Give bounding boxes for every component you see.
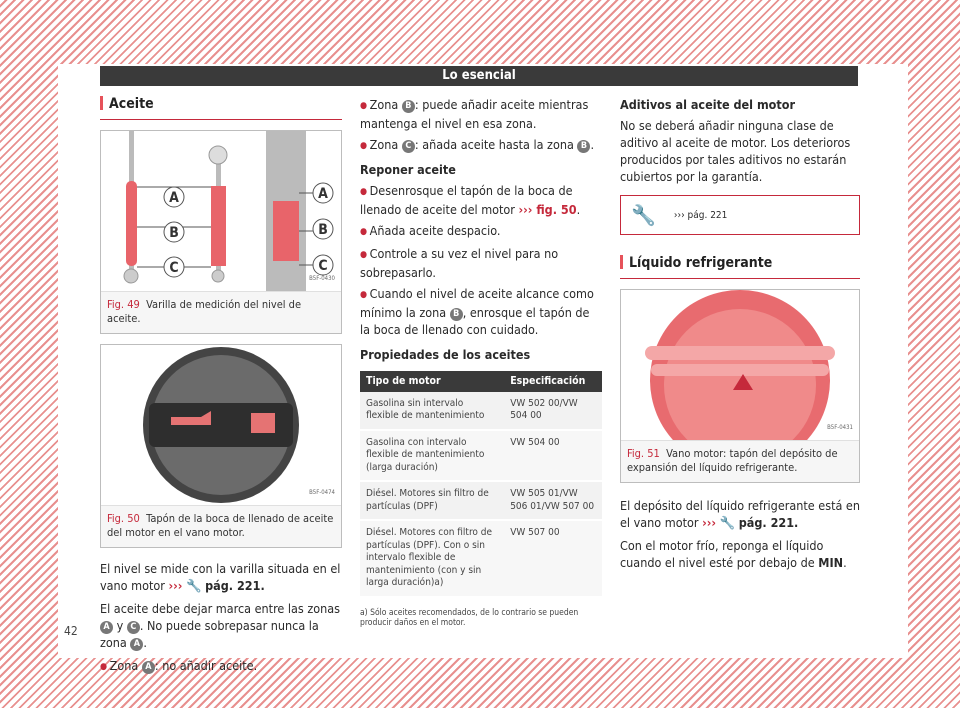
oil-cap-illustration — [101, 345, 341, 505]
figure-code: B5F-0430 — [309, 275, 335, 282]
dipstick-letter-b: B — [169, 225, 179, 241]
figure-caption: Fig. 51 Vano motor: tapón del depósito de expansión del líquido refrigerante. — [621, 440, 859, 482]
table-row: Diésel. Motores con filtro de partículas (DPF). Con o sin intervalo flexible de mantenimiento (con y sin larga duración)a) VW 507 00 — [360, 520, 602, 597]
reference-box: 🔧 ››› pág. 221 — [620, 195, 860, 235]
page-header: Lo esencial — [100, 66, 858, 86]
oil-spec-table — [360, 371, 602, 598]
subheading-reponer: Reponer aceite — [360, 162, 456, 177]
footnote: a) Sólo aceites recomendados, de lo contrario se pueden producir daños en el motor. — [360, 607, 579, 628]
list-item: ● Controle a su vez el nivel para no sobrepasarlo. — [360, 245, 602, 281]
table-row: Gasolina sin intervalo flexible de mantenimiento VW 502 00/VW 504 00 — [360, 392, 602, 430]
bullet-zona-c: ● Zona C : añada aceite hasta la zona B . — [360, 136, 602, 155]
figure-caption: Fig. 49 Varilla de medición del nivel de aceite. — [101, 291, 341, 333]
paragraph: El nivel se mide con la varilla situada en el vano motor ››› 🔧 pág. 221. — [100, 561, 341, 593]
subheading-propiedades: Propiedades de los aceites — [360, 347, 531, 362]
dipstick-illustration — [101, 131, 341, 291]
paragraph: El depósito del líquido refrigerante está en el vano motor ››› 🔧 pág. 221. — [620, 498, 860, 530]
figure-code: B5F-0431 — [827, 424, 853, 431]
figure-49 — [100, 130, 342, 334]
section-title-refrigerante: Líquido refrigerante — [620, 255, 860, 279]
subheading-aditivos: Aditivos al aceite del motor — [620, 97, 796, 112]
bullet-zona-a: ● Zona A : no añadir aceite. — [100, 657, 342, 676]
dipstick-letter-c: C — [169, 260, 179, 276]
column-2 — [360, 96, 602, 628]
dipstick-letter-a: A — [169, 190, 179, 206]
page-number: 42 — [64, 624, 84, 638]
table-row: Diésel. Motores sin filtro de partículas (DPF) VW 505 01/VW 506 01/VW 507 00 — [360, 481, 602, 520]
table-header: Especificación — [504, 371, 602, 392]
book-icon: 🔧 — [185, 578, 202, 593]
figure-51 — [620, 289, 860, 483]
coolant-cap-illustration — [621, 290, 859, 440]
table-header: Tipo de motor — [360, 371, 504, 392]
column-3 — [620, 96, 860, 577]
figure-50 — [100, 344, 342, 548]
paragraph: El aceite debe dejar marca entre las zonas A y C . No puede sobrepasar nunca la zona A . — [100, 601, 341, 650]
dipstick-letter-a-right: A — [318, 186, 328, 202]
dipstick-letter-c-right: C — [318, 258, 328, 274]
wrench-icon: 🔧 — [719, 515, 736, 530]
table-row: Gasolina con intervalo flexible de mantenimiento (larga duración) VW 504 00 — [360, 430, 602, 482]
column-1 — [100, 96, 342, 680]
list-item: ● Añada aceite despacio. — [360, 222, 602, 241]
bullet-zona-b: ● Zona B : puede añadir aceite mientras mantenga el nivel en esa zona. — [360, 96, 602, 132]
figure-code: B5F-0474 — [309, 489, 335, 496]
list-item: ● Cuando el nivel de aceite alcance como mínimo la zona B , enrosque el tapón de la boca de llenado con cuidado. — [360, 285, 602, 338]
wrench-icon: 🔧 — [631, 202, 656, 227]
paragraph: Con el motor frío, reponga el líquido cuando el nivel esté por debajo de MIN. — [620, 538, 847, 570]
section-title-aceite: Aceite — [100, 96, 342, 120]
list-item: ● Desenrosque el tapón de la boca de llenado de aceite del motor ››› fig. 50. — [360, 182, 602, 218]
dipstick-letter-b-right: B — [318, 222, 328, 238]
figure-caption: Fig. 50 Tapón de la boca de llenado de aceite del motor en el vano motor. — [101, 505, 341, 547]
paragraph: No se deberá añadir ninguna clase de aditivo al aceite de motor. Los deterioros producidos por tales aditivos no estarán cubiertos por la garantía. — [620, 118, 851, 184]
